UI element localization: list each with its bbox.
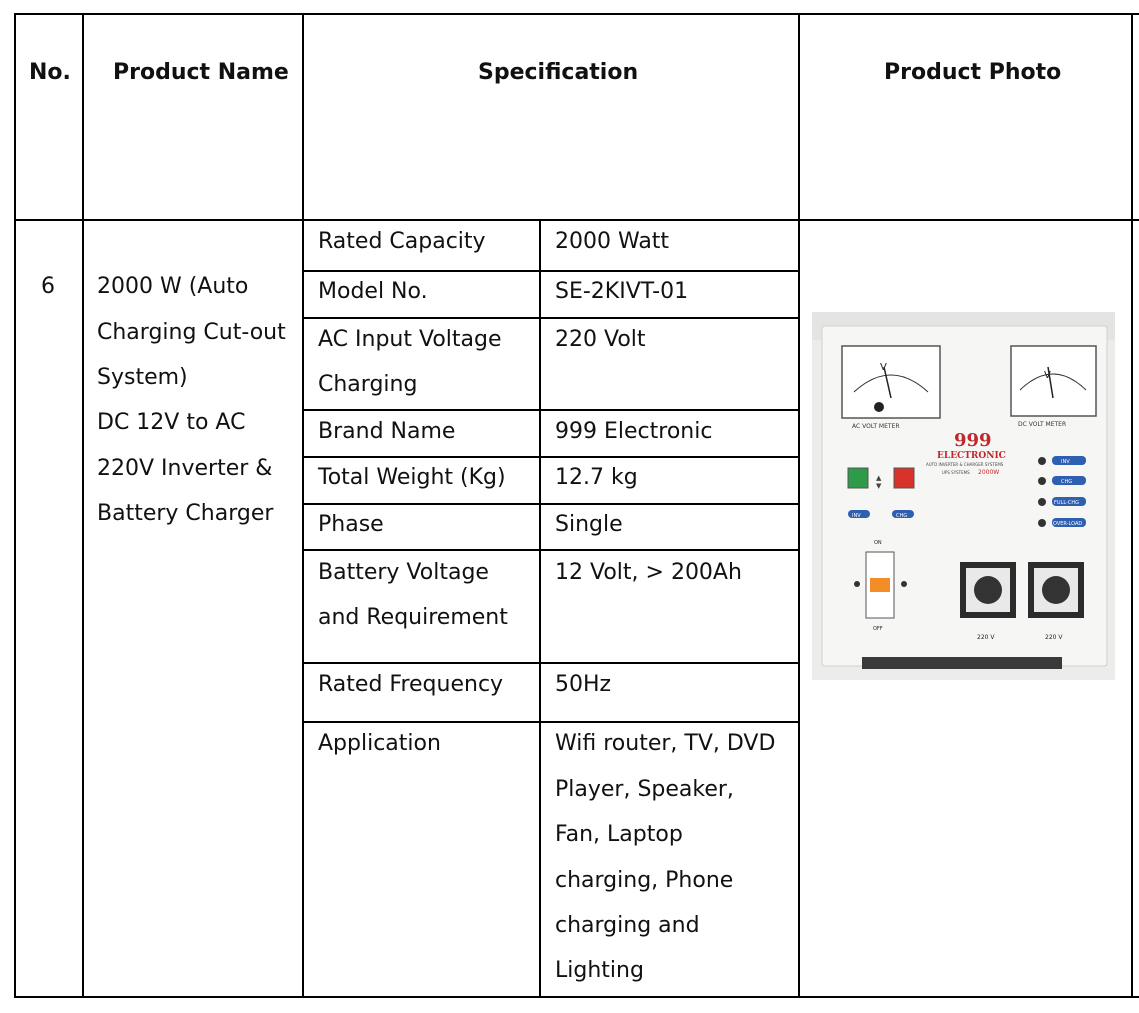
svg-text:▲: ▲ <box>876 474 882 482</box>
tagline-2: UPS SYSTEMS <box>942 470 970 475</box>
col-divider <box>82 13 84 998</box>
spec-value: Single <box>555 512 623 537</box>
ac-meter-unit: V <box>880 362 887 373</box>
spec-label: Total Weight (Kg) <box>318 465 506 490</box>
power-rating: 2000W <box>978 469 1000 476</box>
spec-value: Fan, Laptop <box>555 822 683 847</box>
spec-label: Model No. <box>318 279 428 304</box>
header-product-name: Product Name <box>113 60 289 85</box>
product-name-line: DC 12V to AC <box>97 410 246 435</box>
header-no: No. <box>29 60 71 85</box>
spec-value: Lighting <box>555 958 644 983</box>
table-border-left <box>14 13 16 998</box>
product-name-line: Battery Charger <box>97 501 274 526</box>
indicator-label: CHG <box>1061 479 1073 485</box>
indicator-label: INV <box>1061 459 1070 465</box>
table-border-right <box>1131 13 1133 998</box>
col-divider <box>302 13 304 998</box>
spec-label: and Requirement <box>318 605 508 630</box>
spec-label: AC Input Voltage <box>318 327 502 352</box>
header-specification: Specification <box>478 60 639 85</box>
red-button <box>894 468 914 488</box>
dc-volt-meter <box>1011 346 1096 428</box>
outlet-label: 220 V <box>977 634 995 641</box>
spec-value: 999 Electronic <box>555 419 713 444</box>
inverter-feet <box>862 657 1062 669</box>
product-name-line: 220V Inverter & <box>97 456 273 481</box>
ac-meter-label: AC VOLT METER <box>852 423 900 430</box>
spec-value: 2000 Watt <box>555 229 670 254</box>
spec-value: charging and <box>555 913 700 938</box>
spec-label: Rated Capacity <box>318 229 486 254</box>
ac-volt-meter <box>842 346 940 430</box>
spec-label: Phase <box>318 512 384 537</box>
badge-chg-text: CHG <box>896 513 908 519</box>
spec-value: 220 Volt <box>555 327 646 352</box>
col-divider <box>798 13 800 998</box>
table-border-bottom <box>14 996 1139 998</box>
product-name-line: Charging Cut-out <box>97 320 286 345</box>
outlet-right <box>1028 562 1084 618</box>
spec-value: Wifi router, TV, DVD <box>555 731 776 756</box>
spec-value: charging, Phone <box>555 868 734 893</box>
header-product-photo: Product Photo <box>884 60 1062 85</box>
badge-inv-text: INV <box>852 513 861 519</box>
table-border-top <box>14 13 1139 15</box>
row-number: 6 <box>41 274 55 299</box>
spec-value: 12 Volt, > 200Ah <box>555 560 742 585</box>
product-name-line: 2000 W (Auto <box>97 274 249 299</box>
spec-value: SE-2KIVT-01 <box>555 279 689 304</box>
spec-value: 12.7 kg <box>555 465 638 490</box>
product-photo <box>812 312 1115 680</box>
brand-logo: 999 <box>954 430 992 451</box>
dc-meter-label: DC VOLT METER <box>1018 421 1067 428</box>
outlet-label: 220 V <box>1045 634 1063 641</box>
spec-value: 50Hz <box>555 672 612 697</box>
brand-sub: ELECTRONIC <box>937 451 1006 461</box>
product-name-line: System) <box>97 365 188 390</box>
spec-inner-divider <box>539 220 541 998</box>
switch-off-label: OFF <box>873 626 883 632</box>
spec-label: Brand Name <box>318 419 456 444</box>
svg-text:▼: ▼ <box>876 482 882 490</box>
indicator-label: FULL-CHG <box>1054 500 1079 506</box>
spec-label: Charging <box>318 372 418 397</box>
spec-label: Application <box>318 731 441 756</box>
spec-value: Player, Speaker, <box>555 777 734 802</box>
switch-on-label: ON <box>874 540 882 546</box>
indicator-label: OVER-LOAD <box>1053 521 1083 527</box>
outlet-left <box>960 562 1016 618</box>
spec-label: Rated Frequency <box>318 672 504 697</box>
dc-meter-unit: V <box>1044 370 1051 381</box>
green-button <box>848 468 868 488</box>
tagline-1: AUTO INVERTER & CHARGER SYSTEMS <box>926 462 1004 467</box>
spec-label: Battery Voltage <box>318 560 489 585</box>
